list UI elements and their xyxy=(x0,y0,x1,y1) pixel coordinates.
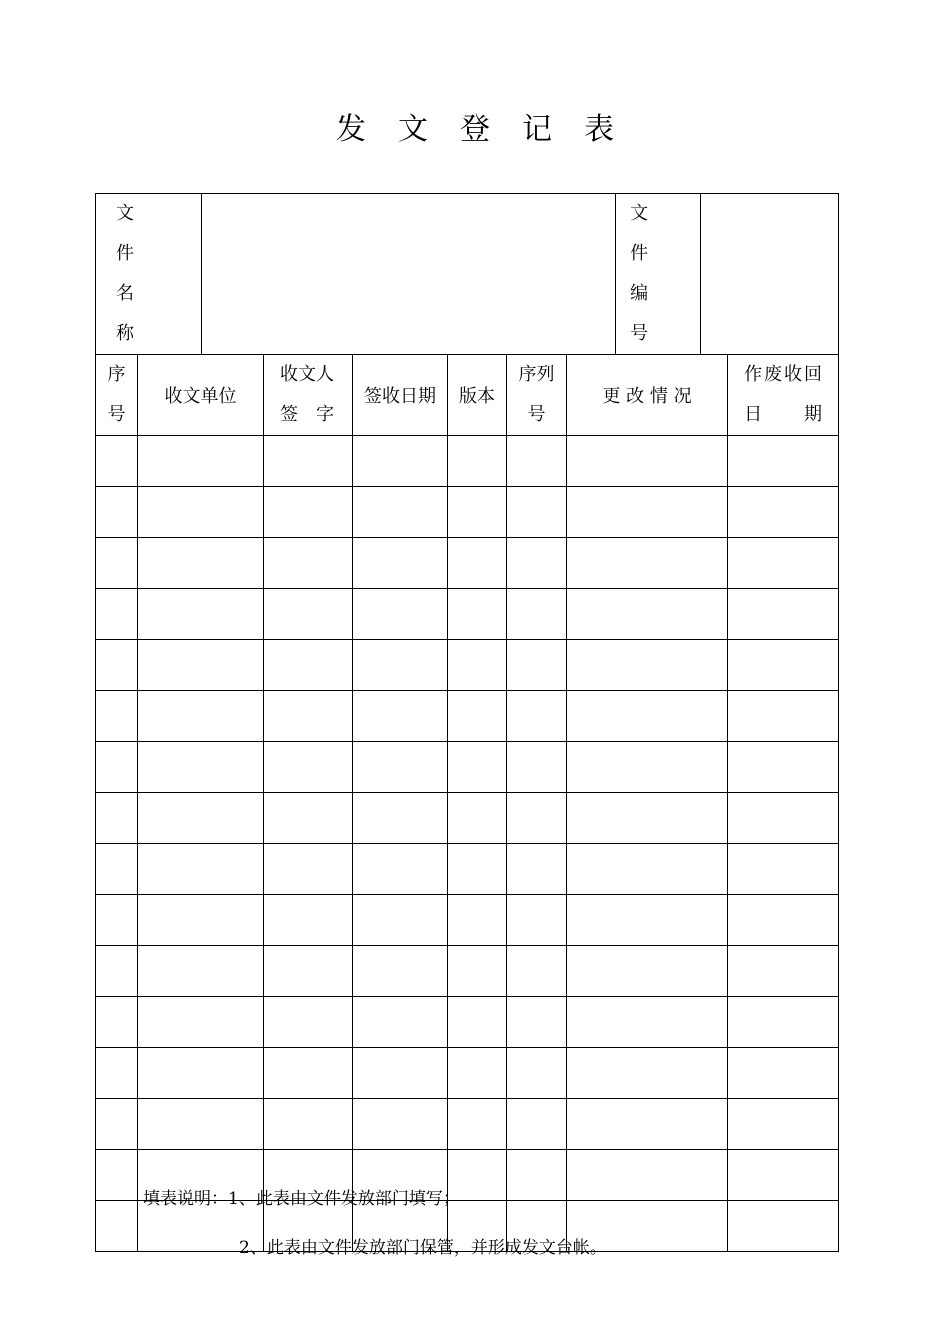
cell-void-date[interactable] xyxy=(728,1150,839,1201)
cell-unit[interactable] xyxy=(138,538,264,589)
cell-signer[interactable] xyxy=(264,589,353,640)
header-sign-date: 签收日期 xyxy=(353,355,448,436)
cell-seq[interactable] xyxy=(96,946,138,997)
header-changes: 更 改 情 况 xyxy=(567,355,728,436)
table-row xyxy=(96,793,839,844)
file-name-label: 文 件 名 称 xyxy=(96,194,202,355)
cell-version[interactable] xyxy=(448,640,507,691)
cell-serial[interactable] xyxy=(507,589,567,640)
cell-signer[interactable] xyxy=(264,1099,353,1150)
register-table xyxy=(95,193,839,1252)
cell-sign-date[interactable] xyxy=(353,793,448,844)
cell-changes[interactable] xyxy=(567,997,728,1048)
cell-void-date[interactable] xyxy=(728,691,839,742)
cell-seq[interactable] xyxy=(96,1201,138,1252)
cell-changes[interactable] xyxy=(567,640,728,691)
cell-serial[interactable] xyxy=(507,691,567,742)
cell-sign-date[interactable] xyxy=(353,487,448,538)
cell-unit[interactable] xyxy=(138,997,264,1048)
cell-version[interactable] xyxy=(448,589,507,640)
cell-serial[interactable] xyxy=(507,742,567,793)
cell-serial[interactable] xyxy=(507,946,567,997)
table-row xyxy=(96,1099,839,1150)
cell-sign-date[interactable] xyxy=(353,844,448,895)
cell-changes[interactable] xyxy=(567,538,728,589)
cell-changes[interactable] xyxy=(567,844,728,895)
cell-signer[interactable] xyxy=(264,742,353,793)
cell-signer[interactable] xyxy=(264,640,353,691)
cell-unit[interactable] xyxy=(138,589,264,640)
cell-unit[interactable] xyxy=(138,487,264,538)
table-row xyxy=(96,640,839,691)
cell-version[interactable] xyxy=(448,895,507,946)
cell-signer[interactable] xyxy=(264,844,353,895)
cell-version[interactable] xyxy=(448,844,507,895)
note-line-1: 填表说明：1、此表由文件发放部门填写； xyxy=(143,1189,460,1209)
table-row xyxy=(96,844,839,895)
table-row xyxy=(96,589,839,640)
cell-signer[interactable] xyxy=(264,538,353,589)
header-void-date: 作废收回 日 期 xyxy=(728,355,839,436)
table-row xyxy=(96,742,839,793)
cell-version[interactable] xyxy=(448,742,507,793)
cell-serial[interactable] xyxy=(507,436,567,487)
cell-unit[interactable] xyxy=(138,1048,264,1099)
cell-serial[interactable] xyxy=(507,895,567,946)
table-row xyxy=(96,946,839,997)
cell-void-date[interactable] xyxy=(728,1048,839,1099)
cell-unit[interactable] xyxy=(138,640,264,691)
cell-sign-date[interactable] xyxy=(353,538,448,589)
cell-void-date[interactable] xyxy=(728,742,839,793)
cell-sign-date[interactable] xyxy=(353,895,448,946)
cell-sign-date[interactable] xyxy=(353,946,448,997)
cell-changes[interactable] xyxy=(567,1048,728,1099)
cell-void-date[interactable] xyxy=(728,793,839,844)
cell-signer[interactable] xyxy=(264,1048,353,1099)
cell-void-date[interactable] xyxy=(728,589,839,640)
cell-seq[interactable] xyxy=(96,1099,138,1150)
cell-version[interactable] xyxy=(448,793,507,844)
cell-signer[interactable] xyxy=(264,793,353,844)
file-name-field[interactable] xyxy=(202,194,616,355)
cell-void-date[interactable] xyxy=(728,997,839,1048)
cell-unit[interactable] xyxy=(138,844,264,895)
cell-seq[interactable] xyxy=(96,844,138,895)
cell-sign-date[interactable] xyxy=(353,691,448,742)
cell-serial[interactable] xyxy=(507,997,567,1048)
cell-changes[interactable] xyxy=(567,793,728,844)
cell-sign-date[interactable] xyxy=(353,436,448,487)
cell-unit[interactable] xyxy=(138,1099,264,1150)
table-row xyxy=(96,895,839,946)
cell-serial[interactable] xyxy=(507,793,567,844)
cell-void-date[interactable] xyxy=(728,487,839,538)
table-row xyxy=(96,436,839,487)
cell-void-date[interactable] xyxy=(728,844,839,895)
cell-void-date[interactable] xyxy=(728,538,839,589)
cell-void-date[interactable] xyxy=(728,436,839,487)
header-version: 版本 xyxy=(448,355,507,436)
cell-signer[interactable] xyxy=(264,946,353,997)
cell-changes[interactable] xyxy=(567,436,728,487)
cell-unit[interactable] xyxy=(138,895,264,946)
cell-seq[interactable] xyxy=(96,997,138,1048)
cell-sign-date[interactable] xyxy=(353,997,448,1048)
cell-unit[interactable] xyxy=(138,691,264,742)
cell-void-date[interactable] xyxy=(728,946,839,997)
table-row xyxy=(96,487,839,538)
header-seq: 序 号 xyxy=(96,355,138,436)
cell-version[interactable] xyxy=(448,538,507,589)
cell-version[interactable] xyxy=(448,946,507,997)
cell-version[interactable] xyxy=(448,436,507,487)
cell-void-date[interactable] xyxy=(728,1099,839,1150)
cell-changes[interactable] xyxy=(567,691,728,742)
cell-version[interactable] xyxy=(448,997,507,1048)
cell-seq[interactable] xyxy=(96,487,138,538)
cell-seq[interactable] xyxy=(96,589,138,640)
cell-seq[interactable] xyxy=(96,436,138,487)
cell-unit[interactable] xyxy=(138,436,264,487)
cell-seq[interactable] xyxy=(96,895,138,946)
cell-signer[interactable] xyxy=(264,487,353,538)
header-signer: 收文人 签 字 xyxy=(264,355,353,436)
table-row xyxy=(96,997,839,1048)
cell-unit[interactable] xyxy=(138,742,264,793)
cell-version[interactable] xyxy=(448,1099,507,1150)
note-line-2: 2、此表由文件发放部门保管，并形成发文台帐。 xyxy=(239,1238,607,1258)
cell-version[interactable] xyxy=(448,691,507,742)
table-row xyxy=(96,691,839,742)
cell-changes[interactable] xyxy=(567,895,728,946)
file-number-field[interactable] xyxy=(701,194,839,355)
cell-seq[interactable] xyxy=(96,640,138,691)
header-unit: 收文单位 xyxy=(138,355,264,436)
page-title: 发文登记表 xyxy=(336,112,646,147)
cell-seq[interactable] xyxy=(96,1150,138,1201)
cell-signer[interactable] xyxy=(264,691,353,742)
cell-changes[interactable] xyxy=(567,946,728,997)
cell-unit[interactable] xyxy=(138,946,264,997)
cell-serial[interactable] xyxy=(507,1099,567,1150)
cell-seq[interactable] xyxy=(96,691,138,742)
table-row xyxy=(96,1048,839,1099)
cell-sign-date[interactable] xyxy=(353,640,448,691)
cell-seq[interactable] xyxy=(96,793,138,844)
cell-sign-date[interactable] xyxy=(353,742,448,793)
cell-serial[interactable] xyxy=(507,487,567,538)
cell-changes[interactable] xyxy=(567,589,728,640)
cell-sign-date[interactable] xyxy=(353,1099,448,1150)
cell-version[interactable] xyxy=(448,1048,507,1099)
fill-instructions xyxy=(143,1184,607,1258)
header-serial: 序列 号 xyxy=(507,355,567,436)
cell-serial[interactable] xyxy=(507,844,567,895)
cell-void-date[interactable] xyxy=(728,640,839,691)
cell-signer[interactable] xyxy=(264,895,353,946)
cell-serial[interactable] xyxy=(507,1048,567,1099)
cell-serial[interactable] xyxy=(507,538,567,589)
cell-void-date[interactable] xyxy=(728,895,839,946)
file-number-label: 文 件 编 号 xyxy=(616,194,701,355)
cell-void-date[interactable] xyxy=(728,1201,839,1252)
cell-seq[interactable] xyxy=(96,538,138,589)
cell-changes[interactable] xyxy=(567,487,728,538)
cell-serial[interactable] xyxy=(507,640,567,691)
cell-signer[interactable] xyxy=(264,997,353,1048)
cell-unit[interactable] xyxy=(138,793,264,844)
cell-changes[interactable] xyxy=(567,742,728,793)
cell-signer[interactable] xyxy=(264,436,353,487)
cell-changes[interactable] xyxy=(567,1099,728,1150)
cell-sign-date[interactable] xyxy=(353,589,448,640)
table-row xyxy=(96,538,839,589)
cell-sign-date[interactable] xyxy=(353,1048,448,1099)
cell-version[interactable] xyxy=(448,487,507,538)
cell-seq[interactable] xyxy=(96,1048,138,1099)
cell-seq[interactable] xyxy=(96,742,138,793)
